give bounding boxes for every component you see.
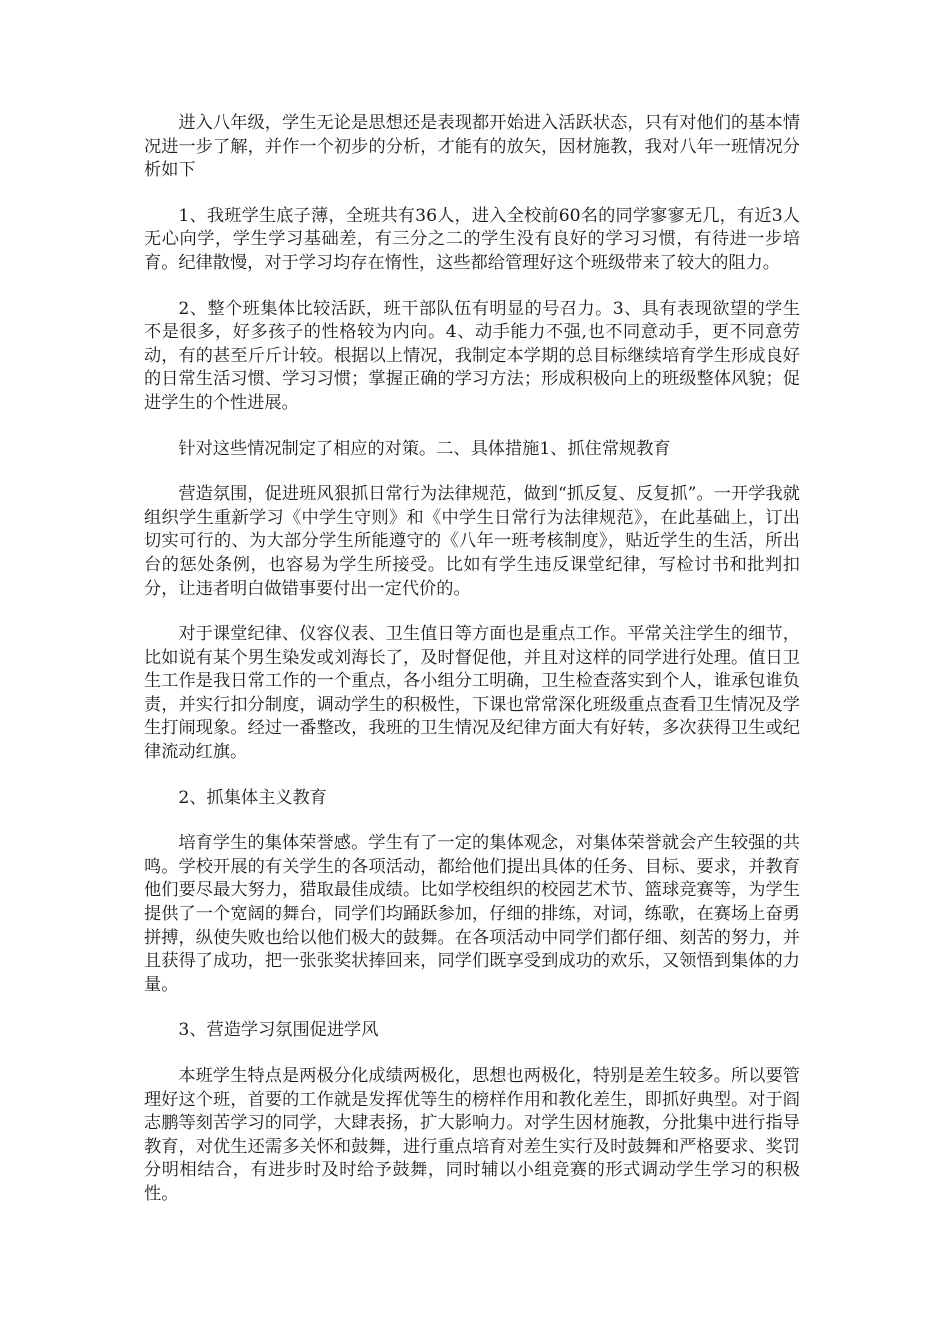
paragraph-point-2: 2、整个班集体比较活跃，班干部队伍有明显的号召力。3、具有表现欲望的学生不是很多，好多孩子的性格较为内向。4、动手能力不强,也不同意动手，更不同意劳动，有的甚至斤斤计较。根据以上情况，我制定本学期的总目标继续培育学生形成良好的日常生活习惯、学习习惯；掌握正确的学习方法；形成积极向上的班级整体风貌；促进学生的个性进展。 bbox=[144, 298, 800, 413]
paragraph-measures-heading: 针对这些情况制定了相应的对策。二、具体措施1、抓住常规教育 bbox=[178, 438, 671, 459]
paragraph-point-1: 1、我班学生底子薄，全班共有36人，进入全校前60名的同学寥寥无几，有近3人无心向学，学生学习基础差，有三分之二的学生没有良好的学习习惯，有待进一步培育。纪律散慢，对于学习均存在惰性，这些都给管理好这个班级带来了较大的阻力。 bbox=[144, 205, 800, 273]
paragraph-atmosphere: 营造氛围，促进班风狠抓日常行为法律规范，做到“抓反复、反复抓”。一开学我就组织学生重新学习《中学生守则》和《中学生日常行为法律规范》，在此基础上，订出切实可行的、为大部分学生所能遵守的《八年一班考核制度》，贴近学生的生活，所出台的惩处条例，也容易为学生所接受。比如有学生违反课堂纪律，写检讨书和批判扣分，让违者明白做错事要付出一定代价的。 bbox=[144, 484, 800, 599]
paragraph-collectivism: 培育学生的集体荣誉感。学生有了一定的集体观念，对集体荣誉就会产生较强的共鸣。学校开展的有关学生的各项活动，都给他们提出具体的任务、目标、要求，并教育他们要尽最大努力，猎取最佳成绩。比如学校组织的校园艺术节、篮球竞赛等，为学生提供了一个宽阔的舞台，同学们均踊跃参加，仔细的排练，对词，练歌，在赛场上奋勇拼搏，纵使失败也给以他们极大的鼓舞。在各项活动中同学们都仔细、刻苦的努力，并且获得了成功，把一张张奖状捧回来，同学们既享受到成功的欢乐，又领悟到集体的力量。 bbox=[144, 833, 800, 995]
paragraph-collectivism-heading: 2、抓集体主义教育 bbox=[178, 787, 327, 808]
document-page bbox=[144, 112, 800, 1229]
paragraph-intro: 进入八年级，学生无论是思想还是表现都开始进入活跃状态，只有对他们的基本情况进一步了解，并作一个初步的分析，才能有的放矢，因材施教，我对八年一班情况分析如下 bbox=[144, 113, 800, 181]
paragraph-study-heading: 3、营造学习氛围促进学风 bbox=[178, 1020, 379, 1041]
paragraph-study: 本班学生特点是两极分化成绩两极化，思想也两极化，特别是差生较多。所以要管理好这个班，首要的工作就是发挥优等生的榜样作用和教化差生，即抓好典型。对于阎志鹏等刻苦学习的同学，大肆表扬，扩大影响力。对学生因材施教，分批集中进行指导教育，对优生还需多关怀和鼓舞，进行重点培育对差生实行及时鼓舞和严格要求、奖罚分明相结合，有进步时及时给予鼓舞，同时辅以小组竞赛的形式调动学生学习的积极性。 bbox=[144, 1066, 800, 1204]
paragraph-discipline: 对于课堂纪律、仪容仪表、卫生值日等方面也是重点工作。平常关注学生的细节，比如说有某个男生染发或刘海长了，及时督促他，并且对这样的同学进行处理。值日卫生工作是我日常工作的一个重点，各小组分工明确，卫生检查落实到个人，谁承包谁负责，并实行扣分制度，调动学生的积极性，下课也常常深化班级重点查看卫生情况及学生打闹现象。经过一番整改，我班的卫生情况及纪律方面大有好转，多次获得卫生或纪律流动红旗。 bbox=[144, 624, 800, 763]
